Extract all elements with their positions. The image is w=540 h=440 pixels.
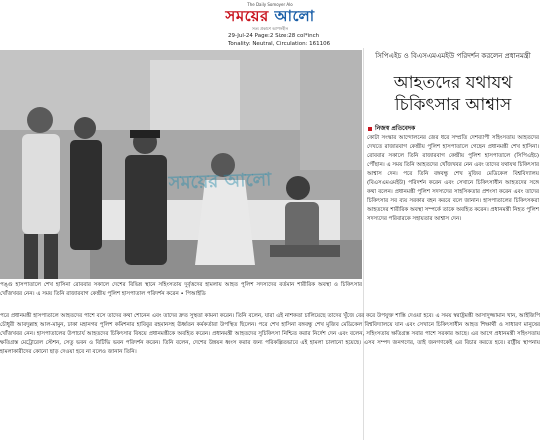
bullet-icon — [368, 127, 372, 131]
article-body-bottom: পরে প্রধানমন্ত্রী হাসপাতালে আহতদের পাশে বসে তাদের কথা শোনেন এবং তাদের দ্রুত সুস্থতা কামনা করেন। তিনি বলেন, যারা এই নাশকতা চালিয়েছে তাদের খুঁজে বের করে উপযুক্ত শাস্তি দেওয়া হবে। এ সময় স্বরাষ্ট্রমন্ত্রী আসাদুজ্জামান খান, আইজিপি চৌধুরী আবদুল্লাহ আল-মামুন, ঢাকা মহানগর পুলিশ কমিশনার হাবিবুর রহমানসহ ঊর্ধ্বতন কর্মকর্তারা উপস্থিত ছিলেন। পরে শেখ হাসিনা বঙ্গবন্ধু শেখ মুজিব মেডিকেল বিশ্ববিদ্যালয়ে যান এবং সেখানে চিকিৎসাধীন আহত শিক্ষার্থী ও সাধারণ মানুষের খোঁজখবর নেন। হাসপাতালের উপাচার্য আহতদের চিকিৎসার বিষয়ে প্রধানমন্ত্রীকে অবহিত করেন। প্রধানমন্ত্রী আহতদের সুচিকিৎসা নিশ্চিত করার নির্দেশ দেন এবং বলেন, সহিংসতায় ক্ষতিগ্রস্ত সবার পাশে সরকার আছে। এর আগে প্রধানমন্ত্রী সহিংসতায় ক্ষতিগ্রস্ত মেট্রোরেল স্টেশন, সেতু ভবন ও বিটিভি ভবন পরিদর্শন করেন। তিনি বলেন, দেশের উন্নয়ন ধ্বংস করার জন্য পরিকল্পিতভাবে এই হামলা চালানো হয়েছে। এসব সম্পদ জনগণের, তাই জনগণকেই এর বিচার করতে হবে। রাষ্ট্রীয় স্থাপনায় হামলাকারীদের কোনো ছাড় দেওয়া হবে না বলেও জানান তিনি। — [0, 313, 540, 355]
newspaper-logo — [205, 6, 335, 26]
photo-caption: পঙ্গু হাসপাতালে শেখ হাসিনা রোববার সকালে দেশের বিভিন্ন স্থানে সহিংসতায় দুর্বৃত্তদের হামলায় আহত পুলিশ সদস্যদের বর্তমান শারীরিক অবস্থা ও চিকিৎসার খোঁজখবর নেন। এ সময় তিনি রাজারবাগ কেন্দ্রীয় পুলিশ হাসপাতাল পরিদর্শন করেন • পিআইডি — [0, 282, 362, 297]
masthead — [0, 0, 540, 50]
date-page-info: 29-Jul-24 Page:2 Size:28 col*inch — [228, 33, 320, 39]
article-byline — [368, 123, 415, 134]
clipping-meta — [228, 32, 348, 48]
watermark: সময়ের আলো — [168, 169, 272, 194]
byline-text: নিজস্ব প্রতিবেদক — [375, 125, 416, 132]
logo-part-1: সময়ের — [225, 7, 269, 25]
article-headline: আহতদের যথাযথ চিকিৎসার আশ্বাস — [393, 73, 513, 115]
tonality-info: Tonality: Neutral, Circulation: 161106 — [228, 41, 331, 47]
masthead-subtitle: সত্য প্রকাশে আপসহীন — [252, 26, 288, 31]
news-photo — [0, 50, 362, 279]
masthead-top-line: The Daily Somoyer Alo — [247, 2, 293, 7]
logo-part-2: আলো — [274, 7, 315, 25]
hospital-scene-illustration — [0, 50, 362, 279]
article-kicker: সিপিএইচ ও বিএসএমএমইউ পরিদর্শন করলেন প্রধানমন্ত্রী — [375, 52, 531, 60]
article-body-right: কোটা সংস্কার আন্দোলনের জের ধরে সম্প্রতি দেশব্যাপী সহিংসতায় আহতদের দেখতে রাজারবাগ কেন্দ্রীয় পুলিশ হাসপাতালে গেছেন প্রধানমন্ত্রী শেখ হাসিনা। রোববার সকালে তিনি রাজারবাগ কেন্দ্রীয় পুলিশ হাসপাতালে (সিপিএইচ) পৌঁছান। এ সময় তিনি আহতদের খোঁজখবর নেন এবং তাদের যথাযথ চিকিৎসার আশ্বাস দেন। পরে তিনি বঙ্গবন্ধু শেখ মুজিব মেডিকেল বিশ্ববিদ্যালয় (বিএসএমএমইউ) পরিদর্শন করেন এবং সেখানে চিকিৎসাধীন আহতদের সঙ্গে কথা বলেন। প্রধানমন্ত্রী পুলিশ সদস্যদের সাহসিকতার প্রশংসা করেন এবং তাদের চিকিৎসার সব ব্যয় সরকার বহন করবে বলে জানান। হাসপাতালের চিকিৎসকরা আহতদের শারীরিক অবস্থা সম্পর্কে তাকে অবহিত করেন। প্রধানমন্ত্রী নিহত পুলিশ সদস্যদের পরিবারকে সহায়তার আশ্বাস দেন। — [367, 135, 539, 222]
